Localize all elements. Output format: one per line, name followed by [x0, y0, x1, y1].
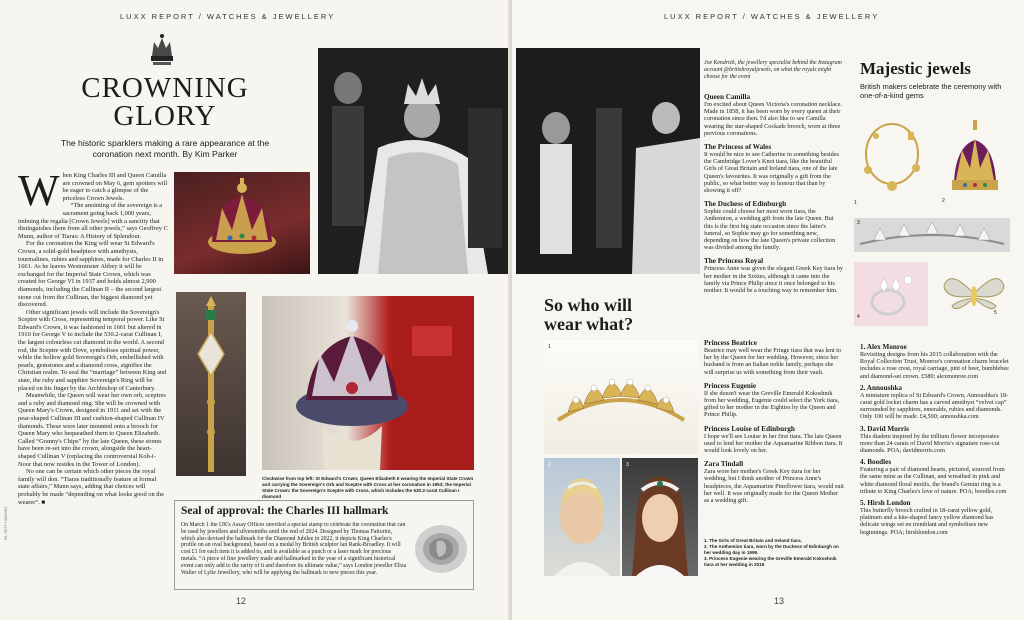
paragraph: For the coronation the King will wear St Edward's Crown, a solid-gold headpiece with amethysts, tourmalines, rubies and sapphires, made for Charles II in 1661. As he leaves Westminster Abbey it will be exchanged for the Imperial State Crown, which was created for George VI in 1937 and holds almost 2,900 diamonds, including the Cullinan II – the second largest stone cut from the Cullinan, the biggest diamond yet discovered.	[18, 240, 164, 309]
standfirst: The historic sparklers making a rare appearance at the coronation next month. By Kim Parker	[60, 138, 270, 159]
photo-number: 1	[548, 344, 551, 350]
tiara-photo-1	[544, 340, 698, 454]
locket-crown-image	[940, 118, 1010, 210]
photo-number: 2	[548, 462, 551, 468]
article-body	[18, 172, 168, 590]
coronation-1953-photo-left	[318, 48, 508, 274]
duchess-photo	[544, 458, 620, 576]
paragraph: No one can be certain which other pieces the royal family will don. “Tiaras traditionally feature at formal state affairs,” Munn says, adding that choices will probably be made “depending on what looks good on the wearer”. ■	[18, 468, 165, 506]
photo-number: 3	[626, 462, 629, 468]
seal-text: On March 1 the UK's Assay Offices unveiled a special stamp to celebrate the coronation that can be used by jewellers and silversmiths until the end of 2024. Designed by Thomas Fattorini, which also devised the hallmark for the Diamond Jubilee in 2022, it depicts King Charles's profile on an oval background, based on a medal by British sculptor Ian Rank-Broadley. It will cost £1 for each item it is added to, and is available as a punch or a laser mark for precious metals. “A piece of fine jewellery made and hallmarked in the year of a significant historical event can only add to the rarity of it and therefore its ultimate value,” says London jeweller Eliza Walter of Lylie Jewellery, who will be applying the hallmark to new pieces this year.	[181, 522, 407, 576]
royal-text: Sophie could choose her most worn tiara, the Anthemion, a wedding gift from the late Queen. But this is the first big state occasion since the latter's funeral, so Sophie may go for something new, depending on how the late Queen's private collection was divided among the family.	[704, 208, 836, 252]
item-text: Featuring a pair of diamond hearts, pictured, sourced from the same mine as the Cullinan, and wreathed in pink and white diamond floral motifs, the brand's Gemini ring is a tribute to King Charles's love of nature. POA; boodles.com	[860, 466, 1007, 495]
royal-text: Princess Anne was given the elegant Greek Key tiara by her mother in the Sixties, although it came into the family via Prince Philip since it once belonged to his mother. It would be a touching way to remember him.	[704, 265, 844, 295]
running-header-right: LUXX REPORT / WATCHES & JEWELLERY	[664, 12, 880, 21]
diadem-image	[854, 218, 1010, 252]
title-line-2: GLORY	[113, 100, 217, 132]
royal-text: Zara wore her mother's Greek Key tiara for her wedding, but I think another of Princess Anne's headpieces, the Aquamarine Pineflower tiara, would suit her well. It was originally made for the Queen Mother as a wedding gift.	[704, 468, 844, 505]
photo-caption: Clockwise from top left: St Edward's Crown; Queen Elizabeth II wearing the Imperial State Crown and carrying the Sovereign's Orb and Sceptre with Cross at her coronation in 1953; the Imperial State Crown; the Sovereign's Sceptre with Cross, which includes the 530.2-carat Cullinan I diamond	[262, 476, 474, 499]
page-number-right: 13	[774, 596, 785, 606]
right-page	[512, 0, 1024, 620]
item-number: 3	[857, 220, 860, 226]
crown-icon	[148, 32, 176, 68]
eugenie-photo	[622, 458, 698, 576]
item-number: 1	[854, 200, 857, 206]
caption-line: 3. Princess Eugenie wearing the Greville Emerald Kokoshnik tiara at her wedding in 2018	[704, 556, 837, 567]
royal-text: I hope we'll see Louise in her first tiara. The late Queen used to lend her mother the Aquamarine Ribbon tiara. It would look lovely on her.	[704, 432, 843, 455]
item-number: 4	[857, 314, 860, 320]
paragraph: hen King Charles III and Queen Camilla are crowned on May 6, gem spotters will be eager to catch a glimpse of the priceless Crown Jewels.	[62, 172, 168, 202]
item-text: This butterfly brooch crafted in 18-carat yellow gold, platinum and a kite-shaped fancy yellow diamond has delicate wings set en tremblant and symbolises new beginnings. POA; hirshlondon.com	[860, 507, 994, 536]
majestic-subtitle: British makers celebrate the ceremony with one-of-a-kind gems	[860, 82, 1002, 100]
royal-text: It would be nice to see Catherine in something besides the Cambridge Lover's Knot tiara, like the beautiful Girls of Great Britain and Ireland tiara, one of the late Queen's favourites. It was originally a gift from the public, so what better way to honour that than by showing it off?	[704, 151, 839, 195]
item-heading: 5. Hirsh London	[860, 499, 911, 508]
coronation-1953-photo-right	[516, 48, 700, 274]
paragraph: Meanwhile, the Queen will wear her own orb, sceptres and a ruby and diamond ring. She will be crowned with Queen Mary's Crown, designed in 1911 and set with the pear-shaped Cullinan III and cushion-shaped Cullinan IV diamonds. These were later mounted onto a brooch for Queen Mary who bequeathed them to Queen Elizabeth. Called “Granny's Chips” by the late Queen, these stones have been re-set into the crown, alongside the heart-shaped Cullinan V (replacing the controversial Koh-i-Noor that now resides in the Tower of London).	[18, 392, 166, 468]
item-heading: 3. David Morris	[860, 424, 909, 433]
royal-name: Queen Camilla	[704, 93, 751, 101]
gemini-ring-image	[854, 262, 928, 326]
item-number: 5	[994, 310, 997, 316]
item-heading: 2. Annoushka	[860, 383, 902, 392]
royal-name: Princess Beatrice	[704, 339, 757, 347]
item-text: A miniature replica of St Edward's Crown, Annoushka's 18-carat gold locket charm has a carved amethyst “velvet cap” surrounded by sapphires, emeralds, rubies and diamonds. Only 100 will be made. £4,500; annoushka.com	[860, 391, 1009, 421]
running-header-left: LUXX REPORT / WATCHES & JEWELLERY	[120, 12, 336, 21]
royal-name: Zara Tindall	[704, 460, 744, 469]
article-title	[60, 74, 270, 130]
title-line-1: CROWNING	[81, 72, 249, 104]
paragraph: Other significant jewels will include the Sovereign's Sceptre with Cross, representing temporal power. Like St Edward's Crown, it was fashioned in 1661 but altered in 1910 for George V to include the 530.2-carat Cullinan I, the largest colourless cut diamond in the world. A second rod, the Sceptre with Dove, symbolises spiritual power, while the hollow gold Sovereign's Orb, embellished with pearls, gemstones and a diamond cross, signifies the Christian realm. To seal the “marriage” between King and state, the ruby and sapphire Sovereign's Ring will be placed on his finger by the Archbishop of Canterbury.	[18, 308, 167, 392]
royal-text: Beatrice may well wear the Fringe tiara that was lent to her by the Queen for her wedding. However, since her husband is from an Italian noble family, perhaps she will surprise us with something from their vault.	[704, 347, 842, 376]
butterfly-brooch-image	[936, 262, 1012, 326]
item-text: Revisiting designs from his 2015 collaboration with the Royal Collection Trust, Monroe's coronation charm bracelet includes a rose crest, royal carriage, pint of beer, bumblebee and diamond-set crown. £580; alexmonroe.com	[860, 351, 1009, 380]
caption-line: 2. The Anthemion tiara, worn by the Duchess of Edinburgh on her wedding day in 1999.	[704, 544, 839, 555]
photo-credit: PA, GETTY IMAGES	[4, 506, 8, 540]
item-number: 2	[942, 198, 945, 204]
majestic-list	[860, 340, 1012, 590]
item-text: This diadem inspired by the trillium flower incorporates more than 24 carats of David Morris's signature rose-cut diamonds. POA; davidmorris.com	[860, 432, 1000, 455]
sceptre-photo	[176, 292, 246, 476]
majestic-title: Majestic jewels	[860, 59, 971, 78]
royal-text: If she doesn't wear the Greville Emerald Kokoshnik from her wedding, Eugenie could select the York tiara, gifted to her mother in the Eighties by the Queen and Prince Philip.	[704, 389, 840, 419]
caption-line: 1. The Girls of Great Britain and Ireland tiara.	[704, 538, 802, 543]
st-edwards-crown-photo	[174, 172, 310, 274]
imperial-state-crown-photo	[262, 296, 474, 470]
royal-name: Princess Louise of Edinburgh	[704, 424, 795, 433]
tiara-caption	[704, 538, 844, 568]
hallmark-image	[413, 521, 469, 577]
section-heading: So who will wear what?	[544, 295, 634, 334]
item-heading: 1. Alex Monroe	[860, 343, 907, 351]
drop-cap: W	[18, 172, 60, 215]
royal-name: The Duchess of Edinburgh	[704, 200, 787, 209]
item-heading: 4. Boodles	[860, 458, 892, 467]
royal-name: Princess Eugenie	[704, 381, 757, 390]
paragraph: “The anointing of the sovereign is a sacrament going back 1,000 years, imbuing the regalia [Crown Jewels] with a sanctity that distinguishes them from all other jewels,” says Geoffrey C Munn, author of Tiaras: A History of Splendour.	[18, 202, 168, 240]
intro-text: Joe Kendrick, the jewellery specialist behind the Instagram account @britishroyaljewels, on what the royals might choose for the event	[704, 60, 842, 80]
seal-box	[174, 500, 474, 590]
charm-bracelet-image	[852, 110, 932, 210]
royal-name: The Princess of Wales	[704, 143, 772, 152]
page-number-left: 12	[236, 596, 247, 606]
royal-name: The Princess Royal	[704, 257, 764, 266]
seal-title: Seal of approval: the Charles III hallmark	[181, 505, 389, 517]
royal-text: I'm excited about Queen Victoria's coronation necklace. Made in 1858, it has been worn by every queen at their coronation since then. I'd also like to see Camilla wearing the star-shaped Cockade brooch, worn at three previous coronations.	[704, 101, 842, 137]
